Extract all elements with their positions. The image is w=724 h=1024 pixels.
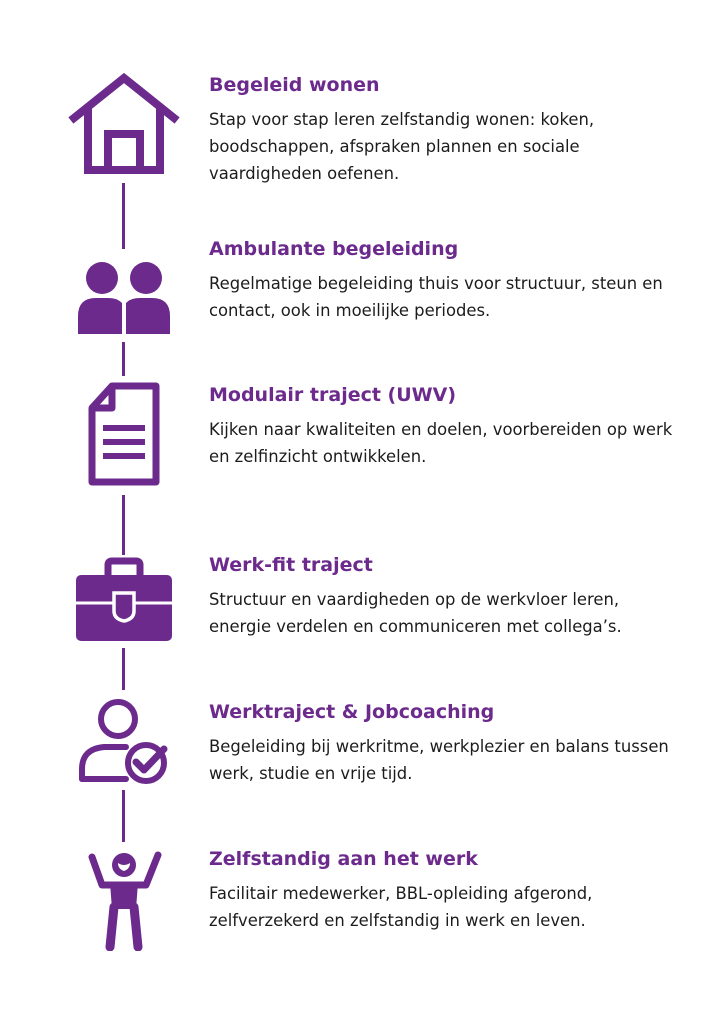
connector-line — [122, 342, 125, 376]
step-description: Begeleiding bij werkritme, werkplezier en balans tussen werk, studie en vrije tijd. — [209, 737, 669, 783]
step-description: Stap voor stap leren zelfstandig wonen: koken, boodschappen, afspraken plannen en sociale vaardigheden oefenen. — [209, 110, 595, 183]
house-icon — [68, 72, 180, 176]
step-title: Werk-fit traject — [209, 554, 373, 576]
step-description: Regelmatige begeleiding thuis voor structuur, steun en contact, ook in moeilijke periodes. — [209, 274, 663, 320]
connector-line — [122, 648, 125, 690]
step-title: Ambulante begeleiding — [209, 238, 459, 260]
step-begeleid-wonen — [209, 73, 679, 187]
celebrating-person-icon — [68, 845, 180, 951]
step-title: Werktraject & Jobcoaching — [209, 701, 495, 723]
step-ambulante-begeleiding — [209, 237, 679, 324]
connector-line — [122, 183, 125, 249]
step-werk-fit-traject — [209, 553, 679, 640]
user-check-icon — [68, 697, 180, 785]
step-description: Kijken naar kwaliteiten en doelen, voorbereiden op werk en zelfinzicht ontwikkelen. — [209, 420, 673, 466]
two-people-icon — [68, 258, 180, 336]
step-title: Modulair traject (UWV) — [209, 384, 457, 406]
connector-line — [122, 495, 125, 555]
connector-line — [122, 790, 125, 842]
document-icon — [68, 380, 180, 488]
step-zelfstandig-aan-het-werk — [209, 847, 679, 934]
step-description: Structuur en vaardigheden op de werkvloer leren, energie verdelen en communiceren met collega’s. — [209, 590, 622, 636]
briefcase-icon — [68, 557, 180, 643]
step-description: Facilitair medewerker, BBL-opleiding afgerond, zelfverzekerd en zelfstandig in werk en leven. — [209, 884, 593, 930]
step-title: Zelfstandig aan het werk — [209, 848, 478, 870]
step-title: Begeleid wonen — [209, 74, 380, 96]
step-modulair-traject — [209, 383, 679, 470]
step-werktraject-jobcoaching — [209, 700, 679, 787]
